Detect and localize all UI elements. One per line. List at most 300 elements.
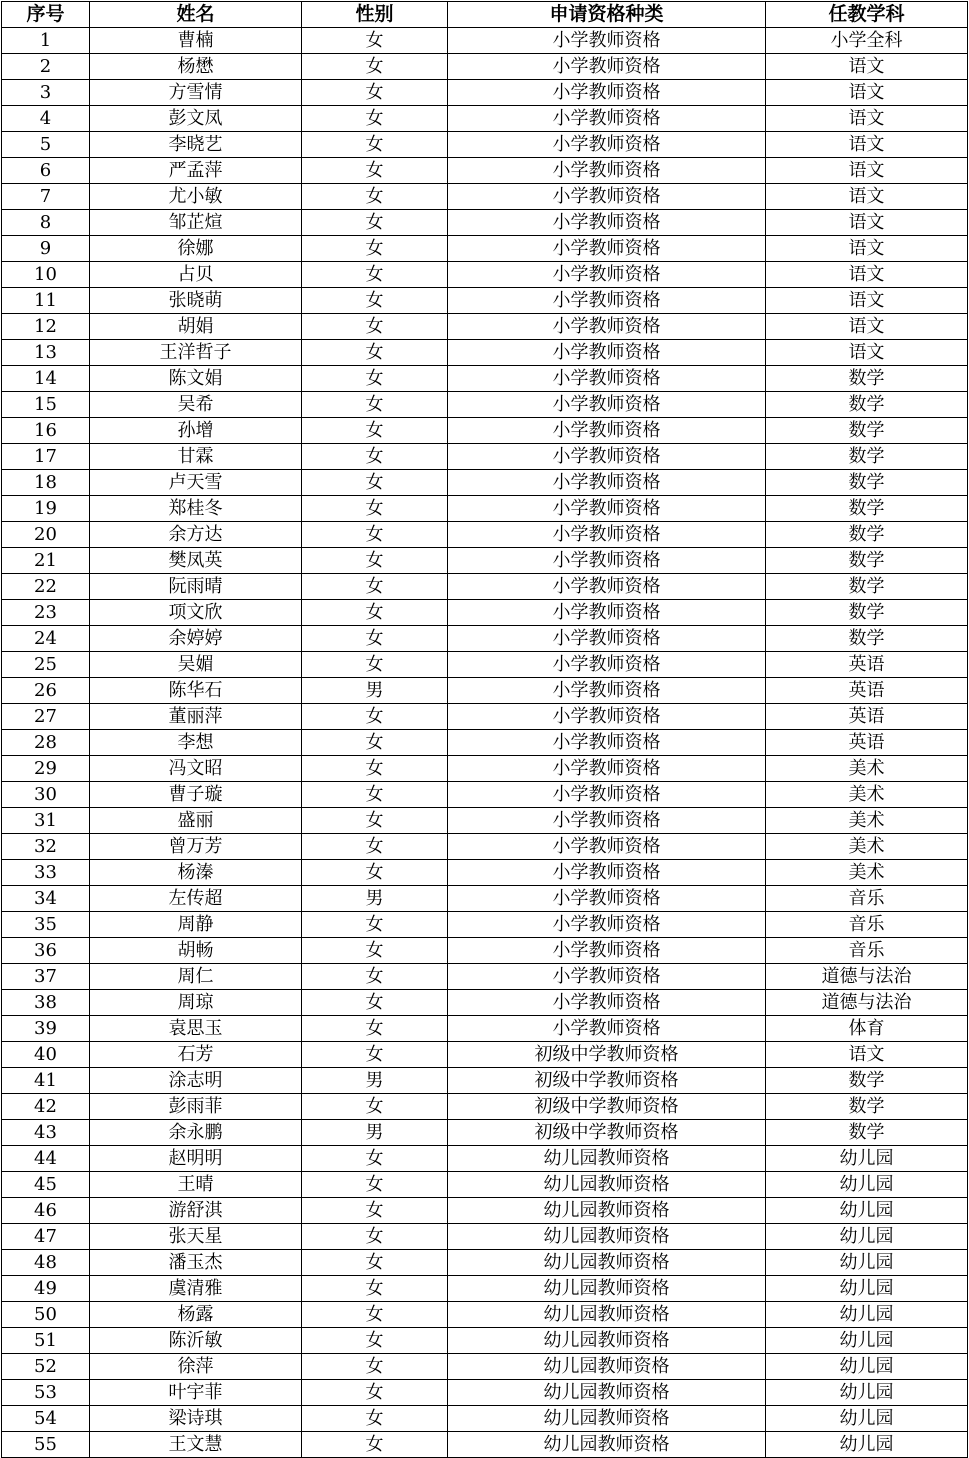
cell-subject: 语文 bbox=[766, 184, 968, 210]
cell-name: 董丽萍 bbox=[90, 704, 302, 730]
cell-serial-number: 24 bbox=[2, 626, 90, 652]
cell-name: 樊凤英 bbox=[90, 548, 302, 574]
cell-gender: 女 bbox=[302, 600, 448, 626]
cell-gender: 女 bbox=[302, 964, 448, 990]
cell-serial-number: 45 bbox=[2, 1172, 90, 1198]
cell-serial-number: 29 bbox=[2, 756, 90, 782]
cell-gender: 女 bbox=[302, 418, 448, 444]
cell-qualification-type: 小学教师资格 bbox=[448, 626, 766, 652]
cell-subject: 道德与法治 bbox=[766, 964, 968, 990]
cell-serial-number: 4 bbox=[2, 106, 90, 132]
cell-subject: 幼儿园 bbox=[766, 1432, 968, 1458]
cell-gender: 女 bbox=[302, 158, 448, 184]
cell-subject: 幼儿园 bbox=[766, 1224, 968, 1250]
cell-name: 曾万芳 bbox=[90, 834, 302, 860]
cell-name: 王洋哲子 bbox=[90, 340, 302, 366]
cell-qualification-type: 幼儿园教师资格 bbox=[448, 1250, 766, 1276]
cell-subject: 英语 bbox=[766, 678, 968, 704]
table-row bbox=[2, 496, 968, 522]
cell-serial-number: 27 bbox=[2, 704, 90, 730]
table-row bbox=[2, 184, 968, 210]
cell-gender: 女 bbox=[302, 366, 448, 392]
cell-qualification-type: 小学教师资格 bbox=[448, 964, 766, 990]
cell-subject: 幼儿园 bbox=[766, 1406, 968, 1432]
cell-qualification-type: 小学教师资格 bbox=[448, 314, 766, 340]
table-row bbox=[2, 1224, 968, 1250]
cell-serial-number: 17 bbox=[2, 444, 90, 470]
cell-serial-number: 15 bbox=[2, 392, 90, 418]
table-row bbox=[2, 28, 968, 54]
table-row bbox=[2, 704, 968, 730]
cell-name: 潘玉杰 bbox=[90, 1250, 302, 1276]
cell-name: 邹芷煊 bbox=[90, 210, 302, 236]
cell-name: 冯文昭 bbox=[90, 756, 302, 782]
table-row bbox=[2, 210, 968, 236]
cell-gender: 女 bbox=[302, 106, 448, 132]
cell-subject: 幼儿园 bbox=[766, 1354, 968, 1380]
cell-gender: 女 bbox=[302, 1354, 448, 1380]
cell-subject: 英语 bbox=[766, 652, 968, 678]
cell-serial-number: 7 bbox=[2, 184, 90, 210]
cell-serial-number: 12 bbox=[2, 314, 90, 340]
cell-qualification-type: 小学教师资格 bbox=[448, 288, 766, 314]
cell-subject: 语文 bbox=[766, 54, 968, 80]
cell-gender: 女 bbox=[302, 210, 448, 236]
cell-serial-number: 6 bbox=[2, 158, 90, 184]
cell-gender: 女 bbox=[302, 1406, 448, 1432]
cell-qualification-type: 幼儿园教师资格 bbox=[448, 1224, 766, 1250]
cell-serial-number: 9 bbox=[2, 236, 90, 262]
table-row bbox=[2, 340, 968, 366]
cell-gender: 女 bbox=[302, 1276, 448, 1302]
cell-subject: 美术 bbox=[766, 808, 968, 834]
cell-gender: 女 bbox=[302, 262, 448, 288]
cell-gender: 男 bbox=[302, 678, 448, 704]
cell-name: 王文慧 bbox=[90, 1432, 302, 1458]
cell-serial-number: 36 bbox=[2, 938, 90, 964]
cell-serial-number: 51 bbox=[2, 1328, 90, 1354]
cell-serial-number: 18 bbox=[2, 470, 90, 496]
table-row bbox=[2, 1380, 968, 1406]
cell-gender: 女 bbox=[302, 782, 448, 808]
cell-subject: 语文 bbox=[766, 106, 968, 132]
table-row bbox=[2, 548, 968, 574]
cell-name: 叶宇菲 bbox=[90, 1380, 302, 1406]
table-row bbox=[2, 444, 968, 470]
cell-subject: 幼儿园 bbox=[766, 1250, 968, 1276]
table-row bbox=[2, 470, 968, 496]
cell-subject: 体育 bbox=[766, 1016, 968, 1042]
cell-gender: 女 bbox=[302, 340, 448, 366]
table-header bbox=[2, 2, 968, 28]
cell-gender: 男 bbox=[302, 1068, 448, 1094]
cell-gender: 女 bbox=[302, 236, 448, 262]
cell-name: 吴希 bbox=[90, 392, 302, 418]
cell-name: 曹楠 bbox=[90, 28, 302, 54]
cell-subject: 数学 bbox=[766, 522, 968, 548]
cell-name: 甘霖 bbox=[90, 444, 302, 470]
table-row bbox=[2, 1354, 968, 1380]
table-row bbox=[2, 1146, 968, 1172]
cell-serial-number: 32 bbox=[2, 834, 90, 860]
cell-subject: 数学 bbox=[766, 548, 968, 574]
cell-name: 陈文娟 bbox=[90, 366, 302, 392]
cell-name: 陈华石 bbox=[90, 678, 302, 704]
cell-serial-number: 20 bbox=[2, 522, 90, 548]
cell-serial-number: 3 bbox=[2, 80, 90, 106]
cell-gender: 女 bbox=[302, 1094, 448, 1120]
cell-qualification-type: 幼儿园教师资格 bbox=[448, 1198, 766, 1224]
cell-serial-number: 19 bbox=[2, 496, 90, 522]
cell-subject: 音乐 bbox=[766, 938, 968, 964]
cell-serial-number: 48 bbox=[2, 1250, 90, 1276]
cell-name: 项文欣 bbox=[90, 600, 302, 626]
table-row bbox=[2, 1068, 968, 1094]
table-row bbox=[2, 730, 968, 756]
cell-serial-number: 46 bbox=[2, 1198, 90, 1224]
cell-qualification-type: 小学教师资格 bbox=[448, 652, 766, 678]
cell-gender: 男 bbox=[302, 1120, 448, 1146]
cell-name: 彭文凤 bbox=[90, 106, 302, 132]
cell-name: 杨懋 bbox=[90, 54, 302, 80]
cell-qualification-type: 小学教师资格 bbox=[448, 470, 766, 496]
cell-gender: 女 bbox=[302, 1328, 448, 1354]
cell-name: 杨露 bbox=[90, 1302, 302, 1328]
table-row bbox=[2, 574, 968, 600]
cell-gender: 女 bbox=[302, 1250, 448, 1276]
cell-serial-number: 30 bbox=[2, 782, 90, 808]
cell-qualification-type: 幼儿园教师资格 bbox=[448, 1406, 766, 1432]
table-row bbox=[2, 1094, 968, 1120]
cell-subject: 美术 bbox=[766, 782, 968, 808]
cell-name: 徐萍 bbox=[90, 1354, 302, 1380]
cell-qualification-type: 小学教师资格 bbox=[448, 158, 766, 184]
cell-name: 梁诗琪 bbox=[90, 1406, 302, 1432]
cell-qualification-type: 小学教师资格 bbox=[448, 522, 766, 548]
cell-subject: 音乐 bbox=[766, 912, 968, 938]
table-row bbox=[2, 1276, 968, 1302]
cell-name: 余婷婷 bbox=[90, 626, 302, 652]
cell-subject: 数学 bbox=[766, 444, 968, 470]
cell-qualification-type: 小学教师资格 bbox=[448, 392, 766, 418]
cell-qualification-type: 初级中学教师资格 bbox=[448, 1120, 766, 1146]
cell-gender: 女 bbox=[302, 1302, 448, 1328]
table-row bbox=[2, 1328, 968, 1354]
table-row bbox=[2, 860, 968, 886]
cell-name: 卢天雪 bbox=[90, 470, 302, 496]
cell-subject: 英语 bbox=[766, 704, 968, 730]
cell-qualification-type: 小学教师资格 bbox=[448, 548, 766, 574]
cell-name: 严孟萍 bbox=[90, 158, 302, 184]
cell-gender: 女 bbox=[302, 132, 448, 158]
cell-name: 虞清雅 bbox=[90, 1276, 302, 1302]
cell-name: 张天星 bbox=[90, 1224, 302, 1250]
cell-qualification-type: 幼儿园教师资格 bbox=[448, 1302, 766, 1328]
header-gender: 性别 bbox=[302, 2, 448, 28]
cell-subject: 幼儿园 bbox=[766, 1328, 968, 1354]
cell-gender: 女 bbox=[302, 548, 448, 574]
cell-name: 王晴 bbox=[90, 1172, 302, 1198]
cell-subject: 语文 bbox=[766, 1042, 968, 1068]
cell-qualification-type: 小学教师资格 bbox=[448, 80, 766, 106]
cell-serial-number: 40 bbox=[2, 1042, 90, 1068]
cell-serial-number: 37 bbox=[2, 964, 90, 990]
cell-gender: 女 bbox=[302, 938, 448, 964]
table-row bbox=[2, 1406, 968, 1432]
table-row bbox=[2, 1198, 968, 1224]
cell-serial-number: 22 bbox=[2, 574, 90, 600]
cell-qualification-type: 小学教师资格 bbox=[448, 236, 766, 262]
cell-subject: 数学 bbox=[766, 392, 968, 418]
table-row bbox=[2, 262, 968, 288]
teacher-qualification-table bbox=[1, 1, 968, 1458]
cell-subject: 幼儿园 bbox=[766, 1198, 968, 1224]
cell-qualification-type: 小学教师资格 bbox=[448, 886, 766, 912]
cell-gender: 女 bbox=[302, 1224, 448, 1250]
cell-gender: 女 bbox=[302, 912, 448, 938]
cell-gender: 女 bbox=[302, 756, 448, 782]
table-row bbox=[2, 938, 968, 964]
cell-serial-number: 1 bbox=[2, 28, 90, 54]
cell-gender: 女 bbox=[302, 1016, 448, 1042]
cell-subject: 数学 bbox=[766, 1094, 968, 1120]
cell-qualification-type: 幼儿园教师资格 bbox=[448, 1276, 766, 1302]
cell-gender: 女 bbox=[302, 54, 448, 80]
cell-gender: 女 bbox=[302, 522, 448, 548]
cell-subject: 英语 bbox=[766, 730, 968, 756]
cell-qualification-type: 幼儿园教师资格 bbox=[448, 1432, 766, 1458]
cell-gender: 女 bbox=[302, 470, 448, 496]
cell-name: 左传超 bbox=[90, 886, 302, 912]
table-row bbox=[2, 808, 968, 834]
cell-subject: 数学 bbox=[766, 1120, 968, 1146]
cell-name: 陈沂敏 bbox=[90, 1328, 302, 1354]
cell-gender: 女 bbox=[302, 1172, 448, 1198]
cell-name: 游舒淇 bbox=[90, 1198, 302, 1224]
cell-qualification-type: 幼儿园教师资格 bbox=[448, 1380, 766, 1406]
cell-serial-number: 41 bbox=[2, 1068, 90, 1094]
cell-subject: 数学 bbox=[766, 626, 968, 652]
table-row bbox=[2, 756, 968, 782]
cell-subject: 数学 bbox=[766, 1068, 968, 1094]
cell-serial-number: 55 bbox=[2, 1432, 90, 1458]
cell-gender: 女 bbox=[302, 1042, 448, 1068]
table-row bbox=[2, 158, 968, 184]
table-row bbox=[2, 392, 968, 418]
cell-subject: 语文 bbox=[766, 80, 968, 106]
cell-qualification-type: 小学教师资格 bbox=[448, 262, 766, 288]
cell-gender: 女 bbox=[302, 808, 448, 834]
table-row bbox=[2, 106, 968, 132]
cell-name: 涂志明 bbox=[90, 1068, 302, 1094]
cell-qualification-type: 小学教师资格 bbox=[448, 340, 766, 366]
cell-subject: 美术 bbox=[766, 860, 968, 886]
cell-serial-number: 44 bbox=[2, 1146, 90, 1172]
cell-qualification-type: 小学教师资格 bbox=[448, 106, 766, 132]
cell-name: 余方达 bbox=[90, 522, 302, 548]
cell-name: 郑桂冬 bbox=[90, 496, 302, 522]
table-row bbox=[2, 54, 968, 80]
cell-subject: 幼儿园 bbox=[766, 1172, 968, 1198]
table-row bbox=[2, 1042, 968, 1068]
table-row bbox=[2, 678, 968, 704]
table-row bbox=[2, 782, 968, 808]
cell-subject: 语文 bbox=[766, 314, 968, 340]
cell-qualification-type: 小学教师资格 bbox=[448, 418, 766, 444]
cell-serial-number: 13 bbox=[2, 340, 90, 366]
cell-name: 胡畅 bbox=[90, 938, 302, 964]
cell-gender: 女 bbox=[302, 730, 448, 756]
table-row bbox=[2, 236, 968, 262]
cell-gender: 女 bbox=[302, 80, 448, 106]
table-row bbox=[2, 886, 968, 912]
cell-serial-number: 10 bbox=[2, 262, 90, 288]
cell-qualification-type: 小学教师资格 bbox=[448, 574, 766, 600]
cell-qualification-type: 小学教师资格 bbox=[448, 704, 766, 730]
cell-subject: 数学 bbox=[766, 496, 968, 522]
cell-serial-number: 53 bbox=[2, 1380, 90, 1406]
cell-gender: 女 bbox=[302, 1380, 448, 1406]
cell-name: 阮雨晴 bbox=[90, 574, 302, 600]
cell-qualification-type: 小学教师资格 bbox=[448, 366, 766, 392]
cell-serial-number: 47 bbox=[2, 1224, 90, 1250]
cell-name: 石芳 bbox=[90, 1042, 302, 1068]
header-subject: 任教学科 bbox=[766, 2, 968, 28]
table-row bbox=[2, 834, 968, 860]
cell-subject: 美术 bbox=[766, 756, 968, 782]
cell-gender: 女 bbox=[302, 652, 448, 678]
cell-serial-number: 14 bbox=[2, 366, 90, 392]
cell-subject: 语文 bbox=[766, 288, 968, 314]
cell-qualification-type: 小学教师资格 bbox=[448, 210, 766, 236]
cell-name: 孙增 bbox=[90, 418, 302, 444]
cell-name: 曹子璇 bbox=[90, 782, 302, 808]
table-row bbox=[2, 600, 968, 626]
header-serial-number: 序号 bbox=[2, 2, 90, 28]
cell-subject: 数学 bbox=[766, 418, 968, 444]
table-row bbox=[2, 626, 968, 652]
cell-qualification-type: 幼儿园教师资格 bbox=[448, 1146, 766, 1172]
cell-name: 周仁 bbox=[90, 964, 302, 990]
table-row bbox=[2, 1120, 968, 1146]
cell-serial-number: 26 bbox=[2, 678, 90, 704]
cell-qualification-type: 初级中学教师资格 bbox=[448, 1042, 766, 1068]
cell-name: 胡娟 bbox=[90, 314, 302, 340]
cell-qualification-type: 小学教师资格 bbox=[448, 990, 766, 1016]
cell-subject: 小学全科 bbox=[766, 28, 968, 54]
cell-subject: 数学 bbox=[766, 366, 968, 392]
table-row bbox=[2, 912, 968, 938]
header-name: 姓名 bbox=[90, 2, 302, 28]
cell-gender: 女 bbox=[302, 574, 448, 600]
table-row bbox=[2, 1432, 968, 1458]
cell-qualification-type: 小学教师资格 bbox=[448, 678, 766, 704]
cell-subject: 语文 bbox=[766, 158, 968, 184]
cell-gender: 女 bbox=[302, 626, 448, 652]
cell-gender: 女 bbox=[302, 288, 448, 314]
cell-name: 吴媚 bbox=[90, 652, 302, 678]
cell-name: 徐娜 bbox=[90, 236, 302, 262]
cell-serial-number: 52 bbox=[2, 1354, 90, 1380]
cell-gender: 女 bbox=[302, 444, 448, 470]
cell-subject: 幼儿园 bbox=[766, 1302, 968, 1328]
cell-subject: 语文 bbox=[766, 262, 968, 288]
cell-name: 占贝 bbox=[90, 262, 302, 288]
cell-serial-number: 31 bbox=[2, 808, 90, 834]
cell-qualification-type: 小学教师资格 bbox=[448, 28, 766, 54]
cell-gender: 男 bbox=[302, 886, 448, 912]
table-row bbox=[2, 1016, 968, 1042]
cell-qualification-type: 小学教师资格 bbox=[448, 444, 766, 470]
table-row bbox=[2, 314, 968, 340]
cell-qualification-type: 小学教师资格 bbox=[448, 808, 766, 834]
cell-gender: 女 bbox=[302, 392, 448, 418]
cell-gender: 女 bbox=[302, 1146, 448, 1172]
cell-serial-number: 39 bbox=[2, 1016, 90, 1042]
cell-name: 周静 bbox=[90, 912, 302, 938]
cell-gender: 女 bbox=[302, 990, 448, 1016]
cell-gender: 女 bbox=[302, 1432, 448, 1458]
cell-qualification-type: 小学教师资格 bbox=[448, 730, 766, 756]
cell-gender: 女 bbox=[302, 28, 448, 54]
cell-subject: 语文 bbox=[766, 340, 968, 366]
cell-serial-number: 25 bbox=[2, 652, 90, 678]
cell-qualification-type: 小学教师资格 bbox=[448, 600, 766, 626]
cell-serial-number: 38 bbox=[2, 990, 90, 1016]
cell-qualification-type: 初级中学教师资格 bbox=[448, 1094, 766, 1120]
cell-subject: 数学 bbox=[766, 470, 968, 496]
cell-name: 杨溱 bbox=[90, 860, 302, 886]
cell-subject: 幼儿园 bbox=[766, 1380, 968, 1406]
cell-qualification-type: 小学教师资格 bbox=[448, 860, 766, 886]
cell-qualification-type: 幼儿园教师资格 bbox=[448, 1354, 766, 1380]
cell-subject: 道德与法治 bbox=[766, 990, 968, 1016]
header-qualification-type: 申请资格种类 bbox=[448, 2, 766, 28]
cell-subject: 音乐 bbox=[766, 886, 968, 912]
cell-serial-number: 16 bbox=[2, 418, 90, 444]
table-row bbox=[2, 80, 968, 106]
cell-serial-number: 54 bbox=[2, 1406, 90, 1432]
cell-serial-number: 35 bbox=[2, 912, 90, 938]
cell-serial-number: 23 bbox=[2, 600, 90, 626]
cell-name: 盛丽 bbox=[90, 808, 302, 834]
cell-qualification-type: 小学教师资格 bbox=[448, 912, 766, 938]
table-row bbox=[2, 288, 968, 314]
cell-serial-number: 43 bbox=[2, 1120, 90, 1146]
cell-qualification-type: 小学教师资格 bbox=[448, 756, 766, 782]
cell-serial-number: 2 bbox=[2, 54, 90, 80]
cell-name: 李想 bbox=[90, 730, 302, 756]
cell-serial-number: 11 bbox=[2, 288, 90, 314]
cell-subject: 数学 bbox=[766, 574, 968, 600]
cell-subject: 语文 bbox=[766, 132, 968, 158]
cell-subject: 语文 bbox=[766, 210, 968, 236]
cell-name: 方雪情 bbox=[90, 80, 302, 106]
table-row bbox=[2, 418, 968, 444]
cell-gender: 女 bbox=[302, 184, 448, 210]
table-row bbox=[2, 652, 968, 678]
table-row bbox=[2, 990, 968, 1016]
cell-qualification-type: 幼儿园教师资格 bbox=[448, 1172, 766, 1198]
header-row bbox=[2, 2, 968, 28]
cell-gender: 女 bbox=[302, 860, 448, 886]
table-row bbox=[2, 1250, 968, 1276]
cell-subject: 数学 bbox=[766, 600, 968, 626]
cell-qualification-type: 小学教师资格 bbox=[448, 1016, 766, 1042]
cell-serial-number: 21 bbox=[2, 548, 90, 574]
cell-subject: 幼儿园 bbox=[766, 1276, 968, 1302]
cell-serial-number: 33 bbox=[2, 860, 90, 886]
